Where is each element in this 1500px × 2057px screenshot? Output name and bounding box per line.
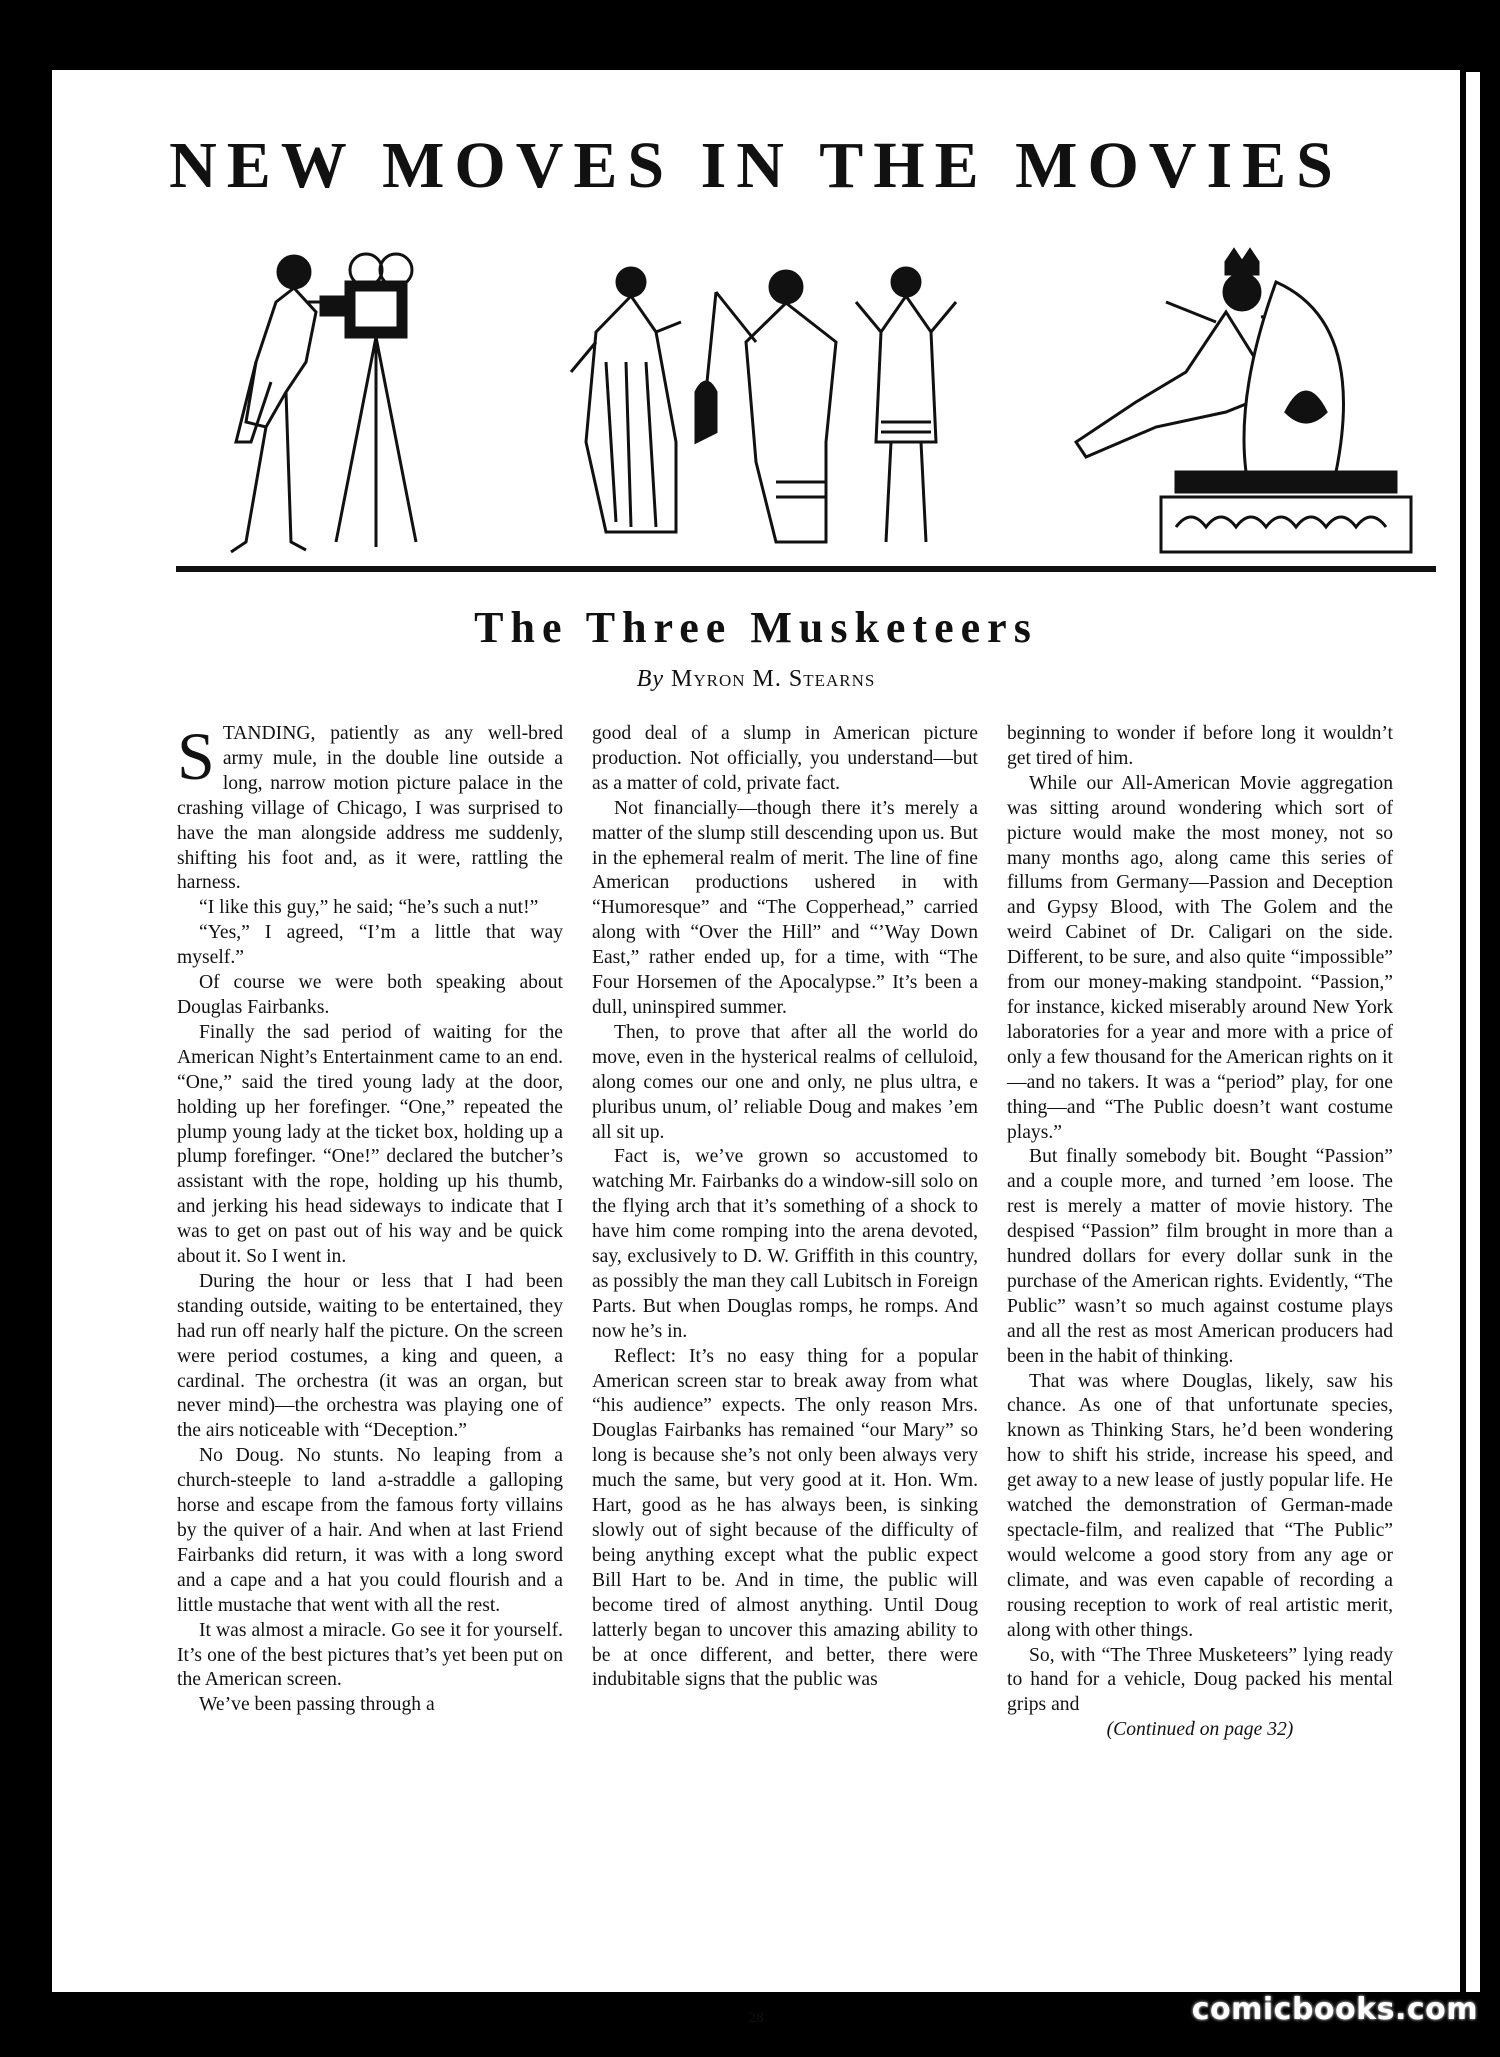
watermark: comicbooks.com: [1191, 1992, 1478, 2027]
article-title: The Three Musketeers: [474, 603, 1038, 652]
page-number: 28: [748, 2010, 764, 2026]
paragraph: It was almost a miracle. Go see it for yourself. It’s one of the best pictures that’s yet been put on the American screen.: [177, 1619, 563, 1691]
column-3: [1007, 722, 1393, 1743]
bearded-man-with-puppet: [696, 271, 836, 542]
paragraph: Not financially—though there it’s merely a matter of the slump still descending upon us. But in the ephemeral realm of merit. The line of fine American productions ushered in with “Humoresque” and “The Copperhead,” carried along with “Over the Hill” and “’Way Down East,” rather ended up, for a time, with “The Four Horsemen of the Apocalypse.” It’s been a dull, uninspired summer.: [592, 797, 978, 1018]
gesturing-man-figure: [856, 268, 956, 542]
paragraph: No Doug. No stunts. No leaping from a church-steeple to land a-straddle a galloping horse and escape from the famous forty villains by the quiver of a hair. And when at last Friend Fairbanks did return, it was with a long sword and a cape and a hat you could flourish and a little mustache that went with all the rest.: [177, 1445, 563, 1616]
drop-cap: S: [177, 718, 215, 794]
movie-camera: [321, 254, 416, 547]
paragraph: “I like this guy,” he said; “he’s such a nut!”: [199, 897, 539, 919]
next-page-edge: [1466, 72, 1480, 1992]
headline: NEW MOVES IN THE MOVIES: [169, 129, 1343, 202]
column-1: [177, 718, 563, 1718]
paragraph: Then, to prove that after all the world do move, even in the hysterical realms of celluloid, along comes our one and only, ne plus ultra, e pluribus unum, ol’ reliable Doug and makes ’em all sit up.: [592, 1021, 978, 1143]
paragraph: While our All-American Movie aggregation was sitting around wondering which sort of picture would make the most money, not so many months ago, along came this series of fillums from Germany—Passion and Deception and Gypsy Blood, with The Golem and the weird Cabinet of Dr. Caligari on the side. Different, to be sure, and also quite “impossible” from our money-making standpoint. “Passion,” for instance, kicked miserably around New York laboratories for a year and more with a price of only a few thousand for the American rights on it—and no takers. It was a “period” play, for one thing—and “The Public doesn’t want costume plays.”: [1007, 772, 1393, 1143]
paragraph: During the hour or less that I had been standing outside, waiting to be entertained, they had run off nearly half the picture. On the screen were period costumes, a king and queen, a cardinal. The orchestra (it was an organ, but never mind)—the orchestra was playing one of the airs noticeable with “Deception.”: [177, 1270, 563, 1442]
paragraph: “Yes,” I agreed, “I’m a little that way myself.”: [177, 922, 563, 969]
byline: [52, 666, 1460, 693]
paragraph: That was where Douglas, likely, saw his chance. As one of that unfortunate species, known as Thinking Stars, he’d been wondering how to shift his stride, increase his speed, and get away to a new lease of justly popular life. He watched the demonstration of German-made spectacle-film, and realized that “The Public” would welcome a good story from any age or climate, and was even capable of recording a rousing reception to work of real artistic merit, along with other things.: [1007, 1370, 1393, 1641]
paragraph: beginning to wonder if before long it wouldn’t get tired of him.: [1007, 723, 1393, 769]
paragraph: good deal of a slump in American picture production. Not officially, you understand—but as a matter of cold, private fact.: [592, 723, 978, 794]
author-name: Myron M. Stearns: [671, 666, 876, 692]
paragraph: We’ve been passing through a: [199, 1694, 435, 1716]
paragraph: Finally the sad period of waiting for the American Night’s Entertainment came to an end. “One,” said the tired young lady at the door, holding up her forefinger. “One,” repeated the plump young lady at the ticket box, holding up a plump forefinger. “One!” declared the butcher’s assistant with the rope, holding up his thumb, and jerking his head sideways to indicate that I was to get on past out of his way and be quick about it. So I went in.: [177, 1021, 563, 1268]
paragraph: So, with “The Three Musketeers” lying ready to hand for a vehicle, Doug packed his mental grips and: [1007, 1644, 1393, 1716]
column-2: [592, 722, 978, 1693]
paragraph: Of course we were both speaking about Douglas Fairbanks.: [177, 972, 563, 1018]
continued-note: (Continued on page 32): [1106, 1719, 1294, 1741]
frieze-baseline: [176, 566, 1436, 572]
paragraph: Fact is, we’ve grown so accustomed to watching Mr. Fairbanks do a window-sill solo on the flying arch that it’s something of a shock to have him come romping into the arena devoted, say, exclusively to D. W. Griffith in this country, as possibly the man they call Lubitsch in Foreign Parts. But when Douglas romps, he romps. And now he’s in.: [592, 1146, 978, 1342]
seated-king-figure: [1076, 250, 1411, 552]
paragraph: But finally somebody bit. Bought “Passion” and a couple more, and turned ’em loose. The rest is merely a matter of movie history. The despised “Passion” film brought in more than a hundred dollars for every dollar sunk in the purchase of the American rights. Evidently, “The Public” wasn’t so much against costume plays and all the rest as most American producers had been in the habit of thinking.: [1007, 1146, 1393, 1367]
paragraph: STANDING, patiently as any well-bred army mule, in the double line outside a long, narrow motion picture palace in the crashing village of Chicago, I was surprised to have the man alongside address me suddenly, shifting his foot and, as it were, rattling the harness.: [177, 718, 563, 894]
paragraph: Reflect: It’s no easy thing for a popular American screen star to break away from what “his audience” expects. The only reason Mrs. Douglas Fairbanks has remained “our Mary” so long is because she’s not only been always very much the same, but very good at it. Hon. Wm. Hart, good as he has always been, is sinking slowly out of sight because of the difficulty of being anything except what the public expect Bill Hart to be. And in time, the public will become tired of almost anything. Until Doug latterly began to uncover this amazing ability to be at once different, and better, there were indubitable signs that the public was: [592, 1345, 978, 1691]
robed-woman-figure: [571, 268, 681, 532]
byline-prefix: By: [636, 666, 664, 692]
greek-frieze-illustration: [176, 242, 1436, 570]
